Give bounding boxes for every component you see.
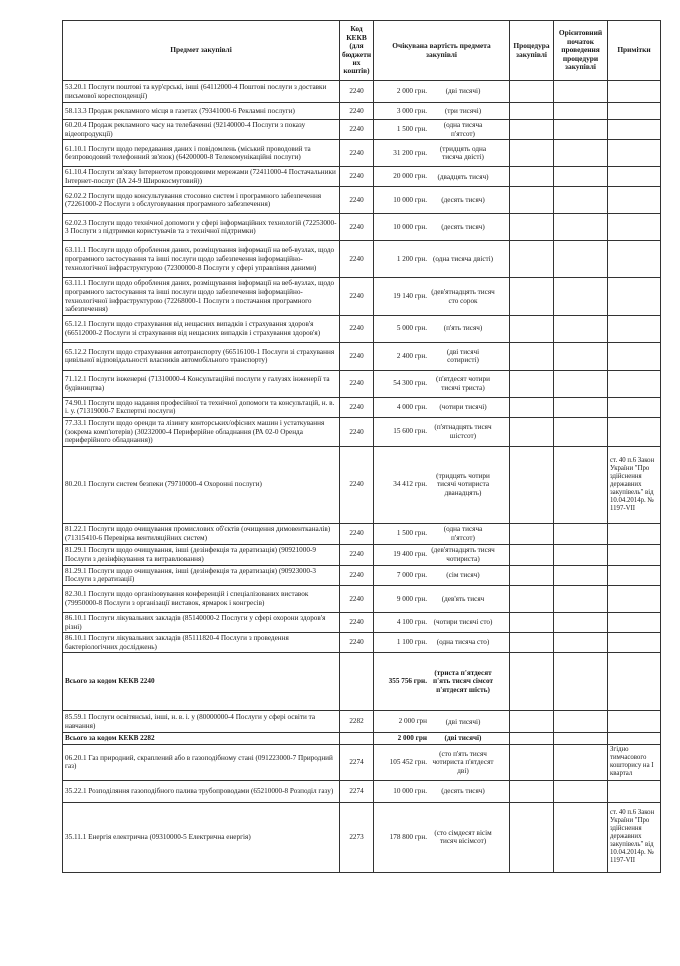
amount-in-words: (дев'ятнадцять тисяч сто сорок bbox=[431, 287, 495, 305]
subject-cell: 06.20.1 Газ природний, скраплений або в газоподібному стані (091223000-7 Природний газ) bbox=[63, 744, 340, 780]
notes-cell bbox=[608, 278, 661, 315]
amount-in-words: (триста п'ятдесят п'ять тисяч сімсот п'ятдесят шість) bbox=[432, 668, 494, 695]
expected-cost-cell bbox=[374, 241, 510, 278]
kekv-cell: 2240 bbox=[340, 417, 374, 446]
notes-cell bbox=[608, 315, 661, 342]
header-kekv: Код КЕКВ (для бюджетн их коштів) bbox=[340, 21, 374, 81]
procedure-cell bbox=[510, 544, 554, 565]
table-row bbox=[63, 633, 661, 653]
procedure-cell bbox=[510, 81, 554, 103]
expected-cost-cell bbox=[374, 733, 510, 745]
table-row bbox=[63, 103, 661, 120]
subject-cell: 63.11.1 Послуги щодо оброблення даних, розміщування інформації на веб-вузлах, щодо програмного застосування та інші послуги щодо забезпечення інформаційно-технологічної інфраструктурою (72268000-1 Послуги з постачання програмного забезпечення) bbox=[63, 278, 340, 315]
amount-in-words: (дві тисячі) bbox=[445, 717, 481, 726]
kekv-cell: 2240 bbox=[340, 342, 374, 370]
notes-cell bbox=[608, 214, 661, 241]
notes-cell bbox=[608, 523, 661, 544]
table-row bbox=[63, 544, 661, 565]
amount-value: 15 600 грн. bbox=[393, 427, 427, 436]
procedure-cell bbox=[510, 370, 554, 397]
kekv-cell: 2240 bbox=[340, 446, 374, 523]
amount-in-words: (п'ятнадцять тисяч шістсот) bbox=[434, 423, 492, 440]
amount-value: 1 500 грн. bbox=[396, 125, 427, 134]
expected-cost-cell bbox=[374, 120, 510, 140]
table-row bbox=[63, 315, 661, 342]
expected-cost-cell bbox=[374, 523, 510, 544]
expected-cost-cell bbox=[374, 342, 510, 370]
start-cell bbox=[554, 633, 608, 653]
notes-cell bbox=[608, 120, 661, 140]
notes-cell: ст. 40 п.6 Закон України "Про здійснення державних закупівель" від 10.04.2014р. № 1197-VII bbox=[608, 802, 661, 872]
table-row bbox=[63, 140, 661, 167]
kekv-cell: 2274 bbox=[340, 780, 374, 802]
subject-cell: Всього за кодом КЕКВ 2240 bbox=[63, 653, 340, 711]
subject-cell: 61.10.1 Послуги щодо передавання даних і повідомлень (міський проводовий та безпроводовий телефонний зв'язок) (64200000-8 Телекомунікаційні послуги) bbox=[63, 140, 340, 167]
notes-cell bbox=[608, 417, 661, 446]
start-cell bbox=[554, 733, 608, 745]
kekv-cell: 2240 bbox=[340, 167, 374, 187]
subject-cell: 74.90.1 Послуги щодо надання професійної та технічної допомоги та консультацій, н. в. і. у. (71319000-7 Експертні послуги) bbox=[63, 397, 340, 417]
amount-value: 31 200 грн. bbox=[393, 148, 427, 157]
kekv-cell: 2240 bbox=[340, 544, 374, 565]
amount-value: 10 000 грн. bbox=[393, 196, 427, 205]
procedure-cell bbox=[510, 585, 554, 612]
amount-value: 2 400 грн. bbox=[396, 351, 427, 360]
total-row bbox=[63, 653, 661, 711]
amount-value: 4 100 грн. bbox=[396, 618, 427, 627]
table-row bbox=[63, 780, 661, 802]
expected-cost-cell bbox=[374, 544, 510, 565]
subject-cell: 35.11.1 Енергія електрична (09310000-5 Електрична енергія) bbox=[63, 802, 340, 872]
subject-cell: 35.22.1 Розподіляння газоподібного палива трубопроводами (65210000-8 Розподіл газу) bbox=[63, 780, 340, 802]
amount-value: 1 100 грн. bbox=[396, 638, 427, 647]
subject-cell: 53.20.1 Послуги поштові та кур'єрські, інші (64112000-4 Поштові послуги з доставки письмової кореспонденції) bbox=[63, 81, 340, 103]
amount-in-words: (десять тисяч) bbox=[441, 787, 485, 796]
table-row bbox=[63, 523, 661, 544]
amount-in-words: (сто п'ять тисяч чотириста п'ятдесят дві) bbox=[432, 749, 494, 775]
notes-cell bbox=[608, 342, 661, 370]
table-row bbox=[63, 81, 661, 103]
amount-value: 34 412 грн. bbox=[393, 480, 427, 489]
amount-in-words: (сто сімдесят вісім тисяч вісімсот) bbox=[434, 828, 492, 846]
subject-cell: 62.02.3 Послуги щодо технічної допомоги у сфері інформаційних технологій (72253000-3 Послуги з підтримки користувачів та з технічної підтримки) bbox=[63, 214, 340, 241]
kekv-cell: 2240 bbox=[340, 81, 374, 103]
procedure-cell bbox=[510, 565, 554, 585]
notes-cell bbox=[608, 733, 661, 745]
table-row bbox=[63, 397, 661, 417]
kekv-cell: 2274 bbox=[340, 744, 374, 780]
amount-value: 7 000 грн. bbox=[396, 570, 427, 579]
amount-value: 2 000 грн bbox=[398, 717, 427, 726]
start-cell bbox=[554, 120, 608, 140]
header-expected-cost: Очікувана вартість предмета закупівлі bbox=[374, 21, 510, 81]
start-cell bbox=[554, 167, 608, 187]
amount-in-words: (дев'ятнадцять тисяч чотириста) bbox=[431, 546, 495, 563]
amount-in-words: (десять тисяч) bbox=[441, 223, 485, 232]
start-cell bbox=[554, 585, 608, 612]
expected-cost-cell bbox=[374, 585, 510, 612]
amount-value: 19 400 грн. bbox=[393, 550, 427, 559]
subject-cell: 77.33.1 Послуги щодо оренди та лізингу конторських/офісних машин і устаткування (зокрема комп'ютерів) (30232000-4 Периферійне обладнання (РА 02-0 Оренда периферійного обладнання)) bbox=[63, 417, 340, 446]
expected-cost-cell bbox=[374, 653, 510, 711]
start-cell bbox=[554, 278, 608, 315]
amount-value: 10 000 грн. bbox=[393, 787, 427, 796]
expected-cost-cell bbox=[374, 802, 510, 872]
amount-in-words: (чотири тисячі сто) bbox=[433, 618, 493, 627]
amount-in-words: (одна тисяча двісті) bbox=[432, 255, 494, 264]
start-cell bbox=[554, 315, 608, 342]
notes-cell bbox=[608, 711, 661, 733]
procedure-cell bbox=[510, 278, 554, 315]
procedure-cell bbox=[510, 653, 554, 711]
amount-value: 10 000 грн. bbox=[393, 223, 427, 232]
start-cell bbox=[554, 780, 608, 802]
amount-in-words: (дев'ять тисяч bbox=[441, 594, 485, 603]
expected-cost-cell bbox=[374, 446, 510, 523]
notes-cell bbox=[608, 633, 661, 653]
expected-cost-cell bbox=[374, 397, 510, 417]
amount-in-words: (одна тисяча п'ятсот) bbox=[443, 525, 483, 542]
expected-cost-cell bbox=[374, 103, 510, 120]
start-cell bbox=[554, 653, 608, 711]
subject-cell: 81.29.1 Послуги щодо очищування, інші (дезінфекція та дератизація) (90923000-3 Послуги з дератизації) bbox=[63, 565, 340, 585]
procurement-plan-page bbox=[62, 20, 660, 873]
table-row bbox=[63, 167, 661, 187]
kekv-cell: 2240 bbox=[340, 370, 374, 397]
start-cell bbox=[554, 140, 608, 167]
table-row bbox=[63, 802, 661, 872]
expected-cost-cell bbox=[374, 370, 510, 397]
subject-cell: 65.12.2 Послуги щодо страхування автотранспорту (66516100-1 Послуги зі страхування цивільної відповідальності власників автомобільного транспорту) bbox=[63, 342, 340, 370]
notes-cell bbox=[608, 103, 661, 120]
expected-cost-cell bbox=[374, 187, 510, 214]
procedure-cell bbox=[510, 315, 554, 342]
table-row bbox=[63, 565, 661, 585]
header-procedure: Процедура закупівлі bbox=[510, 21, 554, 81]
table-row bbox=[63, 120, 661, 140]
start-cell bbox=[554, 397, 608, 417]
table-header-row bbox=[63, 21, 661, 81]
amount-value: 54 300 грн. bbox=[393, 379, 427, 388]
kekv-cell: 2240 bbox=[340, 120, 374, 140]
expected-cost-cell bbox=[374, 565, 510, 585]
amount-value: 178 800 грн. bbox=[389, 833, 427, 842]
expected-cost-cell bbox=[374, 81, 510, 103]
amount-value: 4 000 грн. bbox=[396, 403, 427, 412]
procedure-cell bbox=[510, 241, 554, 278]
table-row bbox=[63, 187, 661, 214]
start-cell bbox=[554, 103, 608, 120]
notes-cell bbox=[608, 780, 661, 802]
total-row bbox=[63, 733, 661, 745]
table-row bbox=[63, 612, 661, 632]
amount-in-words: (одна тисяча сто) bbox=[436, 638, 490, 647]
procedure-cell bbox=[510, 187, 554, 214]
header-subject: Предмет закупівлі bbox=[63, 21, 340, 81]
start-cell bbox=[554, 744, 608, 780]
table-row bbox=[63, 241, 661, 278]
kekv-cell: 2240 bbox=[340, 187, 374, 214]
expected-cost-cell bbox=[374, 633, 510, 653]
subject-cell: 61.10.4 Послуги зв'язку Інтернетом проводовими мережами (72411000-4 Постачальники Інтернет-послуг (ІА 24-9 Широкосмуговий)) bbox=[63, 167, 340, 187]
kekv-cell: 2240 bbox=[340, 278, 374, 315]
expected-cost-cell bbox=[374, 278, 510, 315]
table-row bbox=[63, 214, 661, 241]
amount-value: 19 140 грн. bbox=[393, 292, 427, 301]
subject-cell: 71.12.1 Послуги інженерні (71310000-4 Консультаційні послуги у галузях інженерії та будівництва) bbox=[63, 370, 340, 397]
notes-cell bbox=[608, 544, 661, 565]
start-cell bbox=[554, 711, 608, 733]
kekv-cell: 2273 bbox=[340, 802, 374, 872]
amount-value: 3 000 грн. bbox=[396, 106, 427, 115]
subject-cell: 81.29.1 Послуги щодо очищування, інші (дезінфекція та дератизація) (90921000-9 Послуги з дезінфікування та витравлювання) bbox=[63, 544, 340, 565]
amount-value: 5 000 грн. bbox=[396, 324, 427, 333]
amount-in-words: (двадцять тисяч) bbox=[437, 172, 489, 181]
start-cell bbox=[554, 523, 608, 544]
start-cell bbox=[554, 565, 608, 585]
notes-cell bbox=[608, 653, 661, 711]
kekv-cell: 2240 bbox=[340, 315, 374, 342]
subject-cell: 85.59.1 Послуги освітянські, інші, н. в. і. у (80000000-4 Послуги у сфері освіти та навчання) bbox=[63, 711, 340, 733]
header-start: Орієнтовний початок проведення процедури закупівлі bbox=[554, 21, 608, 81]
subject-cell: 60.20.4 Продаж рекламного часу на телебаченні (92140000-4 Послуги з показу відеопродукції) bbox=[63, 120, 340, 140]
expected-cost-cell bbox=[374, 140, 510, 167]
subject-cell: 58.13.3 Продаж рекламного місця в газетах (79341000-6 Рекламні послуги) bbox=[63, 103, 340, 120]
amount-in-words: (три тисячі) bbox=[444, 106, 482, 115]
kekv-cell: 2240 bbox=[340, 585, 374, 612]
amount-in-words: (дві тисячі сотиристі) bbox=[446, 347, 480, 365]
amount-in-words: (десять тисяч) bbox=[441, 196, 485, 205]
expected-cost-cell bbox=[374, 167, 510, 187]
start-cell bbox=[554, 370, 608, 397]
procedure-cell bbox=[510, 711, 554, 733]
expected-cost-cell bbox=[374, 744, 510, 780]
amount-value: 20 000 грн. bbox=[393, 172, 427, 181]
amount-in-words: (тридцять одна тисяча двісті) bbox=[439, 144, 487, 162]
amount-value: 105 452 грн. bbox=[389, 758, 427, 767]
amount-in-words: (сім тисяч) bbox=[446, 571, 480, 580]
subject-cell: 62.02.2 Послуги щодо консультування стосовно систем і програмного забезпечення (72261000-2 Послуги з обслуговування програмного забезпечення) bbox=[63, 187, 340, 214]
start-cell bbox=[554, 802, 608, 872]
amount-value: 1 500 грн. bbox=[396, 529, 427, 538]
amount-in-words: (одна тисяча п'ятсот) bbox=[443, 121, 483, 138]
notes-cell: Згідно тимчасового кошторису на І квартал bbox=[608, 744, 661, 780]
table-row bbox=[63, 370, 661, 397]
amount-in-words: (дві тисячі) bbox=[445, 87, 481, 96]
procedure-cell bbox=[510, 214, 554, 241]
kekv-cell: 2240 bbox=[340, 397, 374, 417]
table-row bbox=[63, 446, 661, 523]
kekv-cell: 2282 bbox=[340, 711, 374, 733]
table-row bbox=[63, 744, 661, 780]
amount-in-words: (тридцять чотири тисячі чотириста дванадцять) bbox=[436, 471, 490, 498]
kekv-cell: 2240 bbox=[340, 523, 374, 544]
notes-cell bbox=[608, 370, 661, 397]
amount-value: 2 000 грн bbox=[397, 734, 427, 743]
kekv-cell: 2240 bbox=[340, 612, 374, 632]
amount-value: 1 200 грн. bbox=[396, 255, 427, 264]
notes-cell bbox=[608, 81, 661, 103]
notes-cell bbox=[608, 140, 661, 167]
subject-cell: 63.11.1 Послуги щодо оброблення даних, розміщування інформації на веб-вузлах, щодо програмного застосування та інші послуги щодо забезпечення інформаційно-технологічної інфраструктурою (72300000-8 Послуги у сфері управління даними) bbox=[63, 241, 340, 278]
header-notes: Примітки bbox=[608, 21, 661, 81]
kekv-cell: 2240 bbox=[340, 214, 374, 241]
table-row bbox=[63, 342, 661, 370]
notes-cell: ст. 40 п.6 Закон України "Про здійснення державних закупівель" від 10.04.2014р. № 1197-VII bbox=[608, 446, 661, 523]
procedure-cell bbox=[510, 417, 554, 446]
procedure-cell bbox=[510, 446, 554, 523]
amount-in-words: (дві тисячі) bbox=[444, 734, 482, 743]
notes-cell bbox=[608, 585, 661, 612]
procedure-cell bbox=[510, 612, 554, 632]
start-cell bbox=[554, 81, 608, 103]
kekv-cell bbox=[340, 653, 374, 711]
start-cell bbox=[554, 342, 608, 370]
procedure-cell bbox=[510, 523, 554, 544]
subject-cell: 80.20.1 Послуги систем безпеки (79710000-4 Охоронні послуги) bbox=[63, 446, 340, 523]
table-row bbox=[63, 278, 661, 315]
start-cell bbox=[554, 544, 608, 565]
start-cell bbox=[554, 612, 608, 632]
procedure-cell bbox=[510, 780, 554, 802]
kekv-cell: 2240 bbox=[340, 565, 374, 585]
notes-cell bbox=[608, 187, 661, 214]
subject-cell: 86.10.1 Послуги лікувальних закладів (85140000-2 Послуги у сфері охорони здоров'я різні) bbox=[63, 612, 340, 632]
procedure-cell bbox=[510, 342, 554, 370]
procedure-cell bbox=[510, 802, 554, 872]
kekv-cell bbox=[340, 733, 374, 745]
start-cell bbox=[554, 214, 608, 241]
expected-cost-cell bbox=[374, 612, 510, 632]
start-cell bbox=[554, 187, 608, 214]
expected-cost-cell bbox=[374, 711, 510, 733]
procedure-cell bbox=[510, 103, 554, 120]
amount-value: 355 756 грн. bbox=[388, 677, 427, 686]
kekv-cell: 2240 bbox=[340, 103, 374, 120]
amount-value: 2 000 грн. bbox=[396, 87, 427, 96]
subject-cell: 86.10.1 Послуги лікувальних закладів (85111820-4 Послуги з проведення бактеріологічних досліджень) bbox=[63, 633, 340, 653]
table-row bbox=[63, 711, 661, 733]
procedure-cell bbox=[510, 397, 554, 417]
subject-cell: 82.30.1 Послуги щодо організовування конференцій і спеціалізованих виставок (79950000-8 Послуги з організації виставок, ярмарок і конгресів) bbox=[63, 585, 340, 612]
table-row bbox=[63, 417, 661, 446]
procedure-cell bbox=[510, 744, 554, 780]
amount-in-words: (п'ятдесят чотири тисячі триста) bbox=[436, 375, 490, 392]
notes-cell bbox=[608, 612, 661, 632]
notes-cell bbox=[608, 241, 661, 278]
procedure-cell bbox=[510, 140, 554, 167]
start-cell bbox=[554, 446, 608, 523]
expected-cost-cell bbox=[374, 417, 510, 446]
start-cell bbox=[554, 417, 608, 446]
procedure-cell bbox=[510, 167, 554, 187]
expected-cost-cell bbox=[374, 315, 510, 342]
amount-in-words: (чотири тисячі) bbox=[439, 403, 487, 412]
kekv-cell: 2240 bbox=[340, 241, 374, 278]
expected-cost-cell bbox=[374, 780, 510, 802]
procurement-table bbox=[62, 20, 661, 873]
amount-in-words: (п'ять тисяч) bbox=[443, 324, 483, 333]
start-cell bbox=[554, 241, 608, 278]
kekv-cell: 2240 bbox=[340, 633, 374, 653]
notes-cell bbox=[608, 397, 661, 417]
subject-cell: 81.22.1 Послуги щодо очищування промислових об'єктів (очищення димовентканалів) (71315410-6 Перевірка вентиляційних систем) bbox=[63, 523, 340, 544]
subject-cell: 65.12.1 Послуги щодо страхування від нещасних випадків і страхування здоров'я (66512000-2 Послуги зі страхування від нещасних випадків і страхування здоров'я) bbox=[63, 315, 340, 342]
amount-value: 9 000 грн. bbox=[396, 594, 427, 603]
notes-cell bbox=[608, 167, 661, 187]
table-row bbox=[63, 585, 661, 612]
notes-cell bbox=[608, 565, 661, 585]
expected-cost-cell bbox=[374, 214, 510, 241]
procedure-cell bbox=[510, 120, 554, 140]
subject-cell: Всього за кодом КЕКВ 2282 bbox=[63, 733, 340, 745]
kekv-cell: 2240 bbox=[340, 140, 374, 167]
procedure-cell bbox=[510, 633, 554, 653]
procedure-cell bbox=[510, 733, 554, 745]
